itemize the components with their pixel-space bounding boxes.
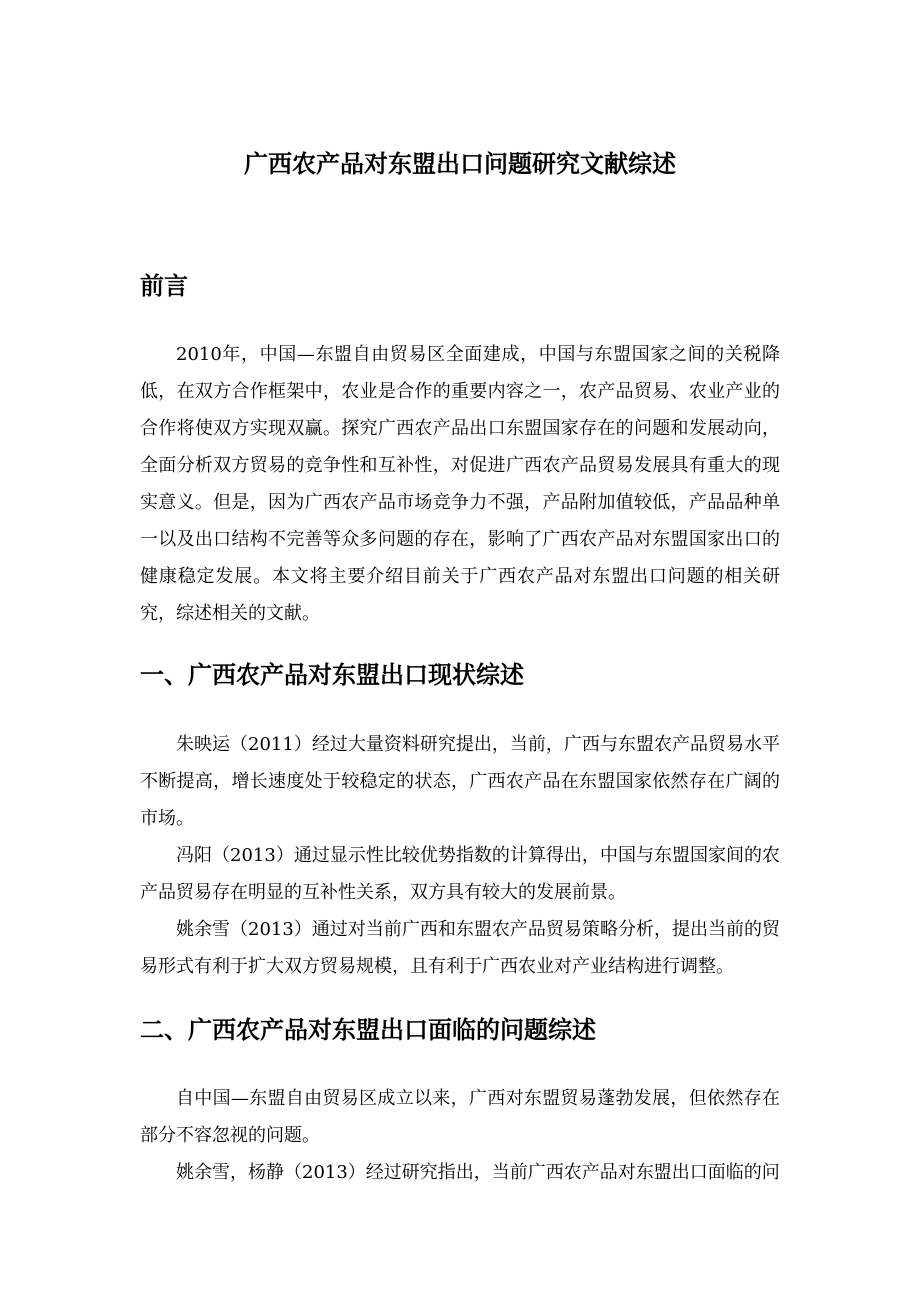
status-paragraph-zhu: 朱映运（2011）经过大量资料研究提出，当前，广西与东盟农产品贸易水平不断提高，增长速度处于较稳定的状态，广西农产品在东盟国家依然存在广阔的市场。 — [140, 734, 780, 829]
problems-paragraph-yao-yang: 姚余雪，杨静（2013）经过研究指出，当前广西农产品对东盟出口面临的问 — [176, 1162, 780, 1183]
status-paragraph-yao: 姚余雪（2013）通过对当前广西和东盟农产品贸易策略分析，提出当前的贸易形式有利于扩大双方贸易规模，且有利于广西农业对产业结构进行调整。 — [140, 919, 780, 977]
problems-paragraph-intro: 自中国—东盟自由贸易区成立以来，广西对东盟贸易蓬勃发展，但依然存在部分不容忽视的问题。 — [140, 1088, 780, 1146]
section-heading-preface: 前言 — [140, 271, 188, 300]
status-paragraph-feng: 冯阳（2013）通过显示性比较优势指数的计算得出，中国与东盟国家间的农产品贸易存在明显的互补性关系，双方具有较大的发展前景。 — [140, 845, 780, 903]
section-heading-export-problems: 二、广西农产品对东盟出口面临的问题综述 — [140, 1015, 596, 1044]
section-heading-export-status: 一、广西农产品对东盟出口现状综述 — [140, 660, 524, 689]
preface-paragraph: 2010年，中国—东盟自由贸易区全面建成，中国与东盟国家之间的关税降低，在双方合作框架中，农业是合作的重要内容之一，农产品贸易、农业产业的合作将使双方实现双赢。探究广西农产品出口东盟国家存在的问题和发展动向，全面分析双方贸易的竞争性和互补性，对促进广西农产品贸易发展具有重大的现实意义。但是，因为广西农产品市场竞争力不强，产品附加值较低，产品品种单一以及出口结构不完善等众多问题的存在，影响了广西农产品对东盟国家出口的健康稳定发展。本文将主要介绍目前关于广西农产品对东盟出口问题的相关研究，综述相关的文献。 — [140, 344, 780, 624]
document-title: 广西农产品对东盟出口问题研究文献综述 — [244, 149, 676, 178]
